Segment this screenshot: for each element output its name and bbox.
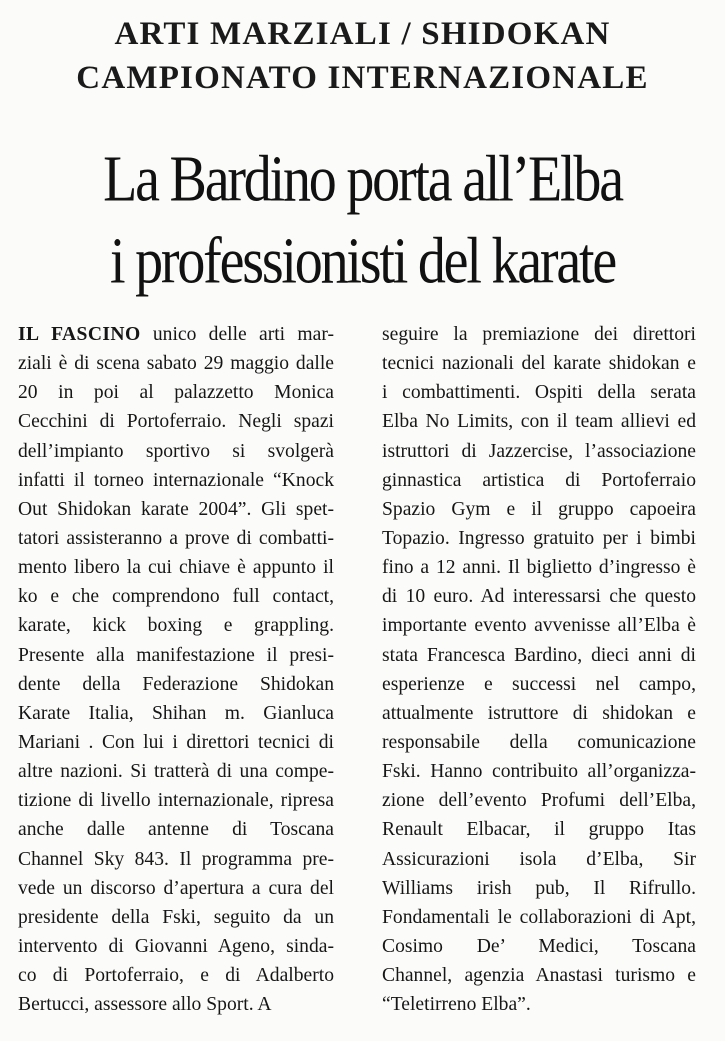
article-line: dente della Federazione Shidokan — [18, 673, 334, 695]
section-kicker-line-1: ARTI MARZIALI / SHIDOKAN — [114, 16, 611, 52]
article-line: importante evento avvenisse all’Elba è — [382, 615, 696, 637]
article-line: Presente alla manifestazione il presi- — [18, 644, 334, 666]
article-line: vede un discorso d’apertura a cura del — [18, 877, 334, 899]
article-line: fino a 12 anni. Il biglietto d’ingresso è — [382, 557, 696, 579]
article-line: tecnici nazionali del karate shidokan e — [382, 353, 696, 375]
article-line: “Teletirreno Elba”. — [382, 994, 531, 1016]
article-line: altre nazioni. Si tratterà di una compe- — [18, 761, 334, 783]
article-line: tizione di livello internazionale, ripresa — [18, 790, 334, 812]
article-line: ginnastica artistica di Portoferraio — [382, 469, 696, 491]
article-line: responsabile della comunicazione — [382, 731, 696, 753]
article-line: IL FASCINO unico delle arti mar- — [18, 324, 334, 345]
article-line: Fski. Hanno contribuito all’organizza- — [382, 761, 696, 783]
article-line: Cosimo De’ Medici, Toscana — [382, 935, 696, 957]
article-line: esperienze e successi nel campo, — [382, 673, 696, 695]
article-line: Out Shidokan karate 2004”. Gli spet- — [18, 498, 334, 520]
article-line: Mariani . Con lui i direttori tecnici di — [18, 731, 334, 753]
article-line: i combattimenti. Ospiti della serata — [382, 382, 696, 404]
article-line: Cecchini di Portoferraio. Negli spazi — [18, 411, 334, 433]
article-line: 20 in poi al palazzetto Monica — [18, 382, 334, 404]
article-column-1 — [18, 320, 334, 1019]
article-line: ziali è di scena sabato 29 maggio dalle — [18, 353, 334, 375]
article-line: mento libero la cui chiave è appunto il — [18, 557, 334, 579]
section-kicker-line-2: CAMPIONATO INTERNAZIONALE — [76, 60, 649, 96]
article-line: intervento di Giovanni Ageno, sinda- — [18, 935, 334, 957]
article-line: Fondamentali le collaborazioni di Apt, — [382, 906, 696, 928]
article-line: istruttori di Jazzercise, l’associazione — [382, 440, 696, 462]
article-line: ko e che comprendono full contact, — [18, 586, 334, 608]
article-line: infatti il torneo internazionale “Knock — [18, 469, 334, 491]
article-line: Channel Sky 843. Il programma pre- — [18, 848, 334, 870]
article-lead-in: IL FASCINO — [18, 324, 141, 345]
article-line: tatori assisteranno a prove di combatti- — [18, 527, 334, 549]
article-line: di 10 euro. Ad interessarsi che questo — [382, 586, 696, 608]
article-line: Spazio Gym e il gruppo capoeira — [382, 498, 696, 520]
article-line: seguire la premiazione dei direttori — [382, 324, 696, 345]
article-line: anche dalle antenne di Toscana — [18, 819, 334, 841]
article-line: presidente della Fski, seguito da un — [18, 906, 334, 928]
article-line: Topazio. Ingresso gratuito per i bimbi — [382, 527, 696, 549]
article-line: co di Portoferraio, e di Adalberto — [18, 965, 334, 987]
headline-line-1: La Bardino porta all’Elba — [103, 142, 622, 216]
article-column-2 — [382, 320, 696, 1019]
article-line: attualmente istruttore di shidokan e — [382, 702, 696, 724]
article-line: Williams irish pub, Il Rifrullo. — [382, 877, 696, 899]
article-line: stata Francesca Bardino, dieci anni di — [382, 644, 696, 666]
headline-line-2: i professionisti del karate — [109, 224, 616, 298]
article-line: Bertucci, assessore allo Sport. A — [18, 994, 272, 1016]
article-line: Karate Italia, Shihan m. Gianluca — [18, 702, 334, 724]
article-line: dell’impianto sportivo si svolgerà — [18, 440, 334, 462]
article-line: Renault Elbacar, il gruppo Itas — [382, 819, 696, 841]
article-line: Channel, agenzia Anastasi turismo e — [382, 965, 696, 987]
article-line: karate, kick boxing e grappling. — [18, 615, 334, 637]
article-line: Assicurazioni isola d’Elba, Sir — [382, 848, 696, 870]
article-line: Elba No Limits, con il team allievi ed — [382, 411, 696, 433]
article-line: zione dell’evento Profumi dell’Elba, — [382, 790, 696, 812]
